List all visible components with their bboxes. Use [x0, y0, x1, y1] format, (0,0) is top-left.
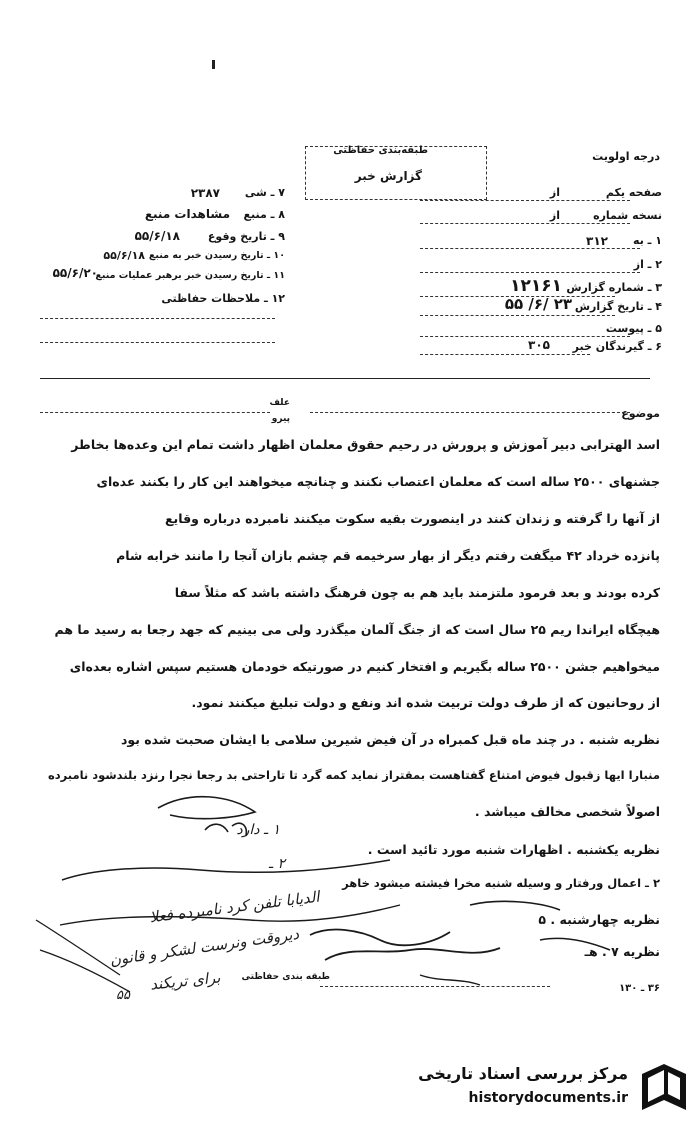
site-url[interactable]: historydocuments.ir [468, 1090, 628, 1106]
body-line: از آنها را گرفته و زندان کنند در اینصورت بقیه سکوت میکنند نامبرده درباره وقایع [165, 511, 660, 526]
body-line: هیچگاه ایراندا ریم ۲۵ سال است که از جنگ آلمان میگذرد ولی می بینیم که جهد رجعا به رسید ما هم [54, 622, 660, 637]
header-separator [40, 378, 650, 379]
field-label: ۸ ـ منبع [243, 208, 285, 221]
body-line: میخواهیم جشن ۲۵۰۰ ساله بگیریم و افتخار کنیم در صورتیکه خودمان هستیم سپس اشاره بعده‌ای [69, 659, 660, 674]
field-label: ۱۲ ـ ملاحظات حفاظتی [161, 292, 285, 305]
field-label: نسخه شماره [593, 209, 662, 222]
field-value: ۵۵/۶/۱۸ [134, 229, 180, 243]
handwriting-line: ۲ ـ [268, 856, 285, 872]
classification-label: درجه اولویت [592, 150, 660, 163]
body-line: منبارا ایها زقبول فیوض امتناع گفتاهست بمقتراز نماید کمه گرد تا تاراحتی بد رجعا نجرا رنزد بلندشود نامبرده [47, 768, 660, 782]
field-label: صفحه یکم [605, 186, 662, 199]
opinion-line: ۲ ـ اعمال ورفتار و وسیله شنبه مخرا فیشته میشود خاهر [342, 876, 660, 890]
field-value: از [549, 186, 560, 199]
classification-stamp [305, 146, 487, 200]
opinion-line: نظریه چهارشنبه . ۵ [538, 912, 660, 927]
field-label: ۵ ـ پیوست [605, 322, 662, 335]
field-label: ۲ ـ از [633, 258, 662, 271]
footer-stamp-label: طبقه بندی حفاظتی [241, 972, 330, 982]
report-number: ۱۲۱۶۱ [510, 276, 562, 296]
field-value: ۲۳۸۷ [190, 186, 220, 200]
handwriting-line: دیروقت ونرست لشکر و قانون [108, 924, 301, 970]
opinion-line: نظریه یکشنبه . اظهارات شنبه مورد تائید است . [367, 842, 660, 857]
field-value: ۳۱۲ [586, 234, 608, 248]
field-label: ۳ ـ شماره گزارش [566, 281, 662, 294]
form-number: ۳۶ ـ ۱۳۰ [619, 983, 660, 994]
field-label: ۷ ـ شی [244, 186, 285, 199]
handwriting-line: الدیابا تلفن کرد نامبرده فعلا [148, 887, 321, 927]
field-value: ۵۵/۶/۲۰ [52, 266, 98, 280]
subject-mark-top: علف [269, 398, 290, 408]
handwriting-line: ۵۵ [116, 988, 130, 1003]
field-label: ۱ ـ به [633, 234, 662, 247]
field-label: ۶ ـ گیرندگان خبر [572, 340, 662, 353]
top-tick [212, 60, 215, 69]
body-line: پانزده خرداد ۴۲ میگفت رفتم دیگر از بهار سرخیمه قم چشم بازان آنجا را مانند خرابه شام [116, 548, 660, 563]
report-date: ۲۳ /۶/ ۵۵ [504, 295, 572, 313]
field-label: ۴ ـ تاریخ گزارش [574, 300, 662, 313]
field-label: ۱۰ ـ تاریخ رسیدن خبر به منبع [148, 250, 285, 261]
body-line: از روحانیون که از طرف دولت تربیت شده اند ونفع و دولت تبلیغ میکنند نمود. [191, 695, 660, 710]
body-line: اسد الهترابی دبیر آموزش و پرورش در رحیم حقوق معلمان اظهار داشت تمام این وعده‌ها بخاطر [71, 437, 660, 452]
field-label: ۱۱ ـ تاریخ رسیدن خبر برهبر عملیات منبع [95, 270, 285, 281]
book-logo-icon [638, 1060, 690, 1116]
body-line: کرده بودند و بعد فرمود ملتزمند باید هم به چون فرهنگ داشته باشد که مثلاً سفا [174, 585, 660, 600]
site-watermark [410, 1058, 690, 1120]
handwriting-line: ۱ ـ دارد [236, 822, 280, 838]
field-value: از [549, 209, 560, 222]
handwriting-line: برای تریکند [148, 968, 221, 994]
opinion-line: نظریه ۷ . هـ [584, 944, 660, 959]
field-label: ۹ ـ تاریخ وقوع [207, 230, 285, 243]
site-title: مرکز بررسی اسناد تاریخی [418, 1064, 628, 1083]
body-line: جشنهای ۲۵۰۰ ساله است که معلمان اعتصاب نکنند و چنانچه میخواهند این کار را بکنند عده‌ای [96, 474, 660, 489]
subject-mark-bottom: پیرو [271, 414, 290, 424]
source-value: مشاهدات منبع [144, 207, 230, 221]
body-line: اصولاً شخصی مخالف میباشد . [474, 804, 660, 819]
body-line: نظریه شنبه . در چند ماه قبل کمبراه در آن فیض شیرین سلامی با ایشان صحبت شده بود [120, 732, 660, 747]
field-value: ۵۵/۶/۱۸ [103, 249, 145, 262]
stamp-subtitle: گزارش خبر [354, 169, 422, 183]
subject-label: موضوع [621, 407, 660, 420]
stamp-title: طبقه‌بندی حفاظتی [333, 145, 428, 156]
field-value: ۳۰۵ [528, 338, 550, 352]
